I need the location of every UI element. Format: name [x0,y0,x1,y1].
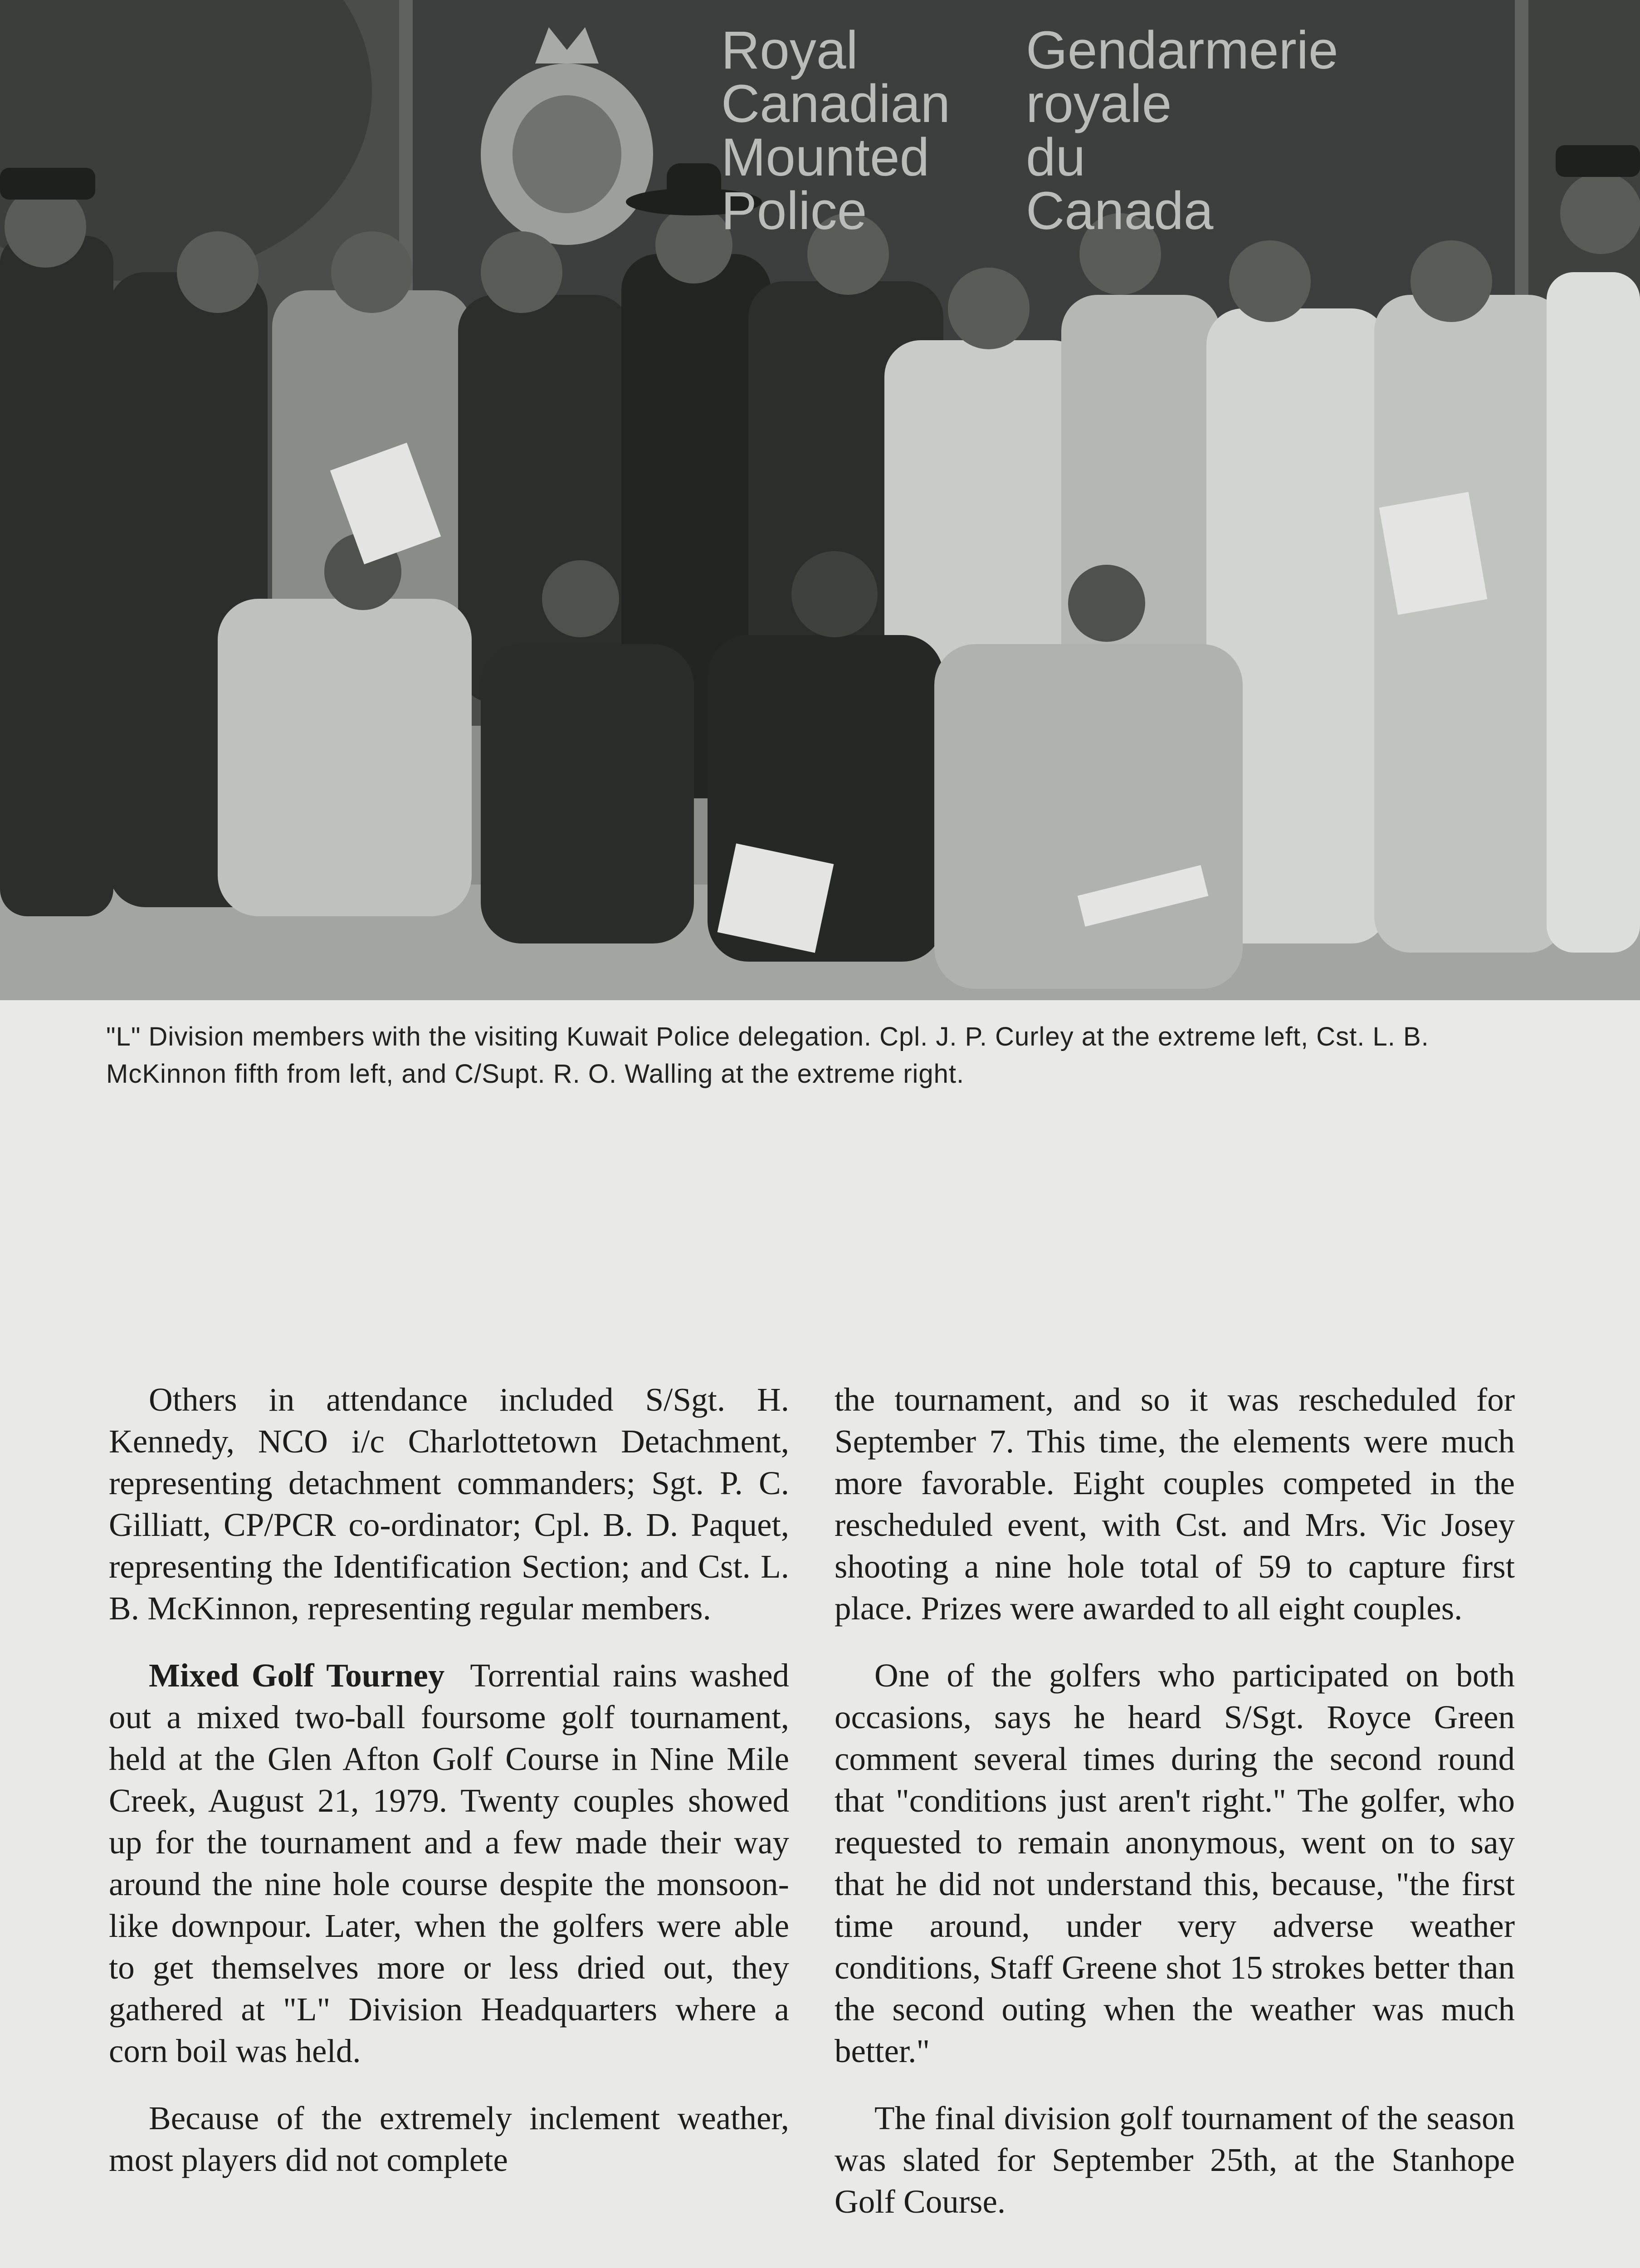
group-photo [0,0,1640,1000]
sign-line: du [1026,127,1086,187]
paragraph: the tournament, and so it was rescheduled for September 7. This time, the elements were much more favorable. Eight couples competed in the rescheduled event, with Cst. and Mrs. Vic Josey shooting a nine hole total of 59 to capture first place. Prizes were awarded to all eight couples. [835,1381,1515,1627]
sign-line: Gendarmerie [1026,20,1338,80]
paragraph: Others in attendance included S/Sgt. H. Kennedy, NCO i/c Charlottetown Detachment, representing detachment commanders; Sgt. P. C. Gilliatt, CP/PCR co-ordinator; Cpl. B. D. Paquet, representing the Identification Section; and Cst. L. B. McKinnon, representing regular members. [109,1381,789,1627]
paragraph-text: Torrential rains washed out a mixed two-ball foursome golf tournament, held at the Glen Afton Golf Course in Nine Mile Creek, August 21, 1979. Twenty couples showed up for the tournament and a few made their way around the nine hole course despite the monsoon-like downpour. Later, when the golfers were able to get themselves more or less dried out, they gathered at "L" Division Headquarters where a corn boil was held. [109,1657,790,2069]
sign-line: royale [1026,74,1172,134]
paragraph: One of the golfers who participated on both occasions, says he heard S/Sgt. Royce Green comment several times during the second round that "conditions just aren't right." The golfer, who requested to remain anonymous, went on to say that he did not understand this, because, "the first time around, under very adverse weather conditions, Staff Greene shot 15 strokes better than the second outing when the weather was much better." [835,1657,1515,2069]
section-heading: Mixed Golf Tourney [149,1657,445,1694]
photo-caption: "L" Division members with the visiting Kuwait Police delegation. Cpl. J. P. Curley at the extreme left, Cst. L. B. McKinnon fifth from left, and C/Supt. R. O. Walling at the extreme right. [106,1022,1429,1089]
sign-line: Canada [1026,181,1214,241]
sign-french [1026,20,1338,241]
paragraph: The final division golf tournament of the season was slated for September 25th, at the Stanhope Golf Course. [835,2100,1515,2220]
article-column-right [835,1379,1515,2248]
sign-english [721,20,951,241]
paragraph: Because of the extremely inclement weather, most players did not complete [109,2100,789,2178]
sign-line: Mounted [721,127,930,187]
sign-line: Canadian [721,74,951,134]
paragraph [109,1655,789,2072]
sign-line: Police [721,181,867,241]
sign-line: Royal [721,20,858,80]
article-column-left [109,1379,789,2206]
